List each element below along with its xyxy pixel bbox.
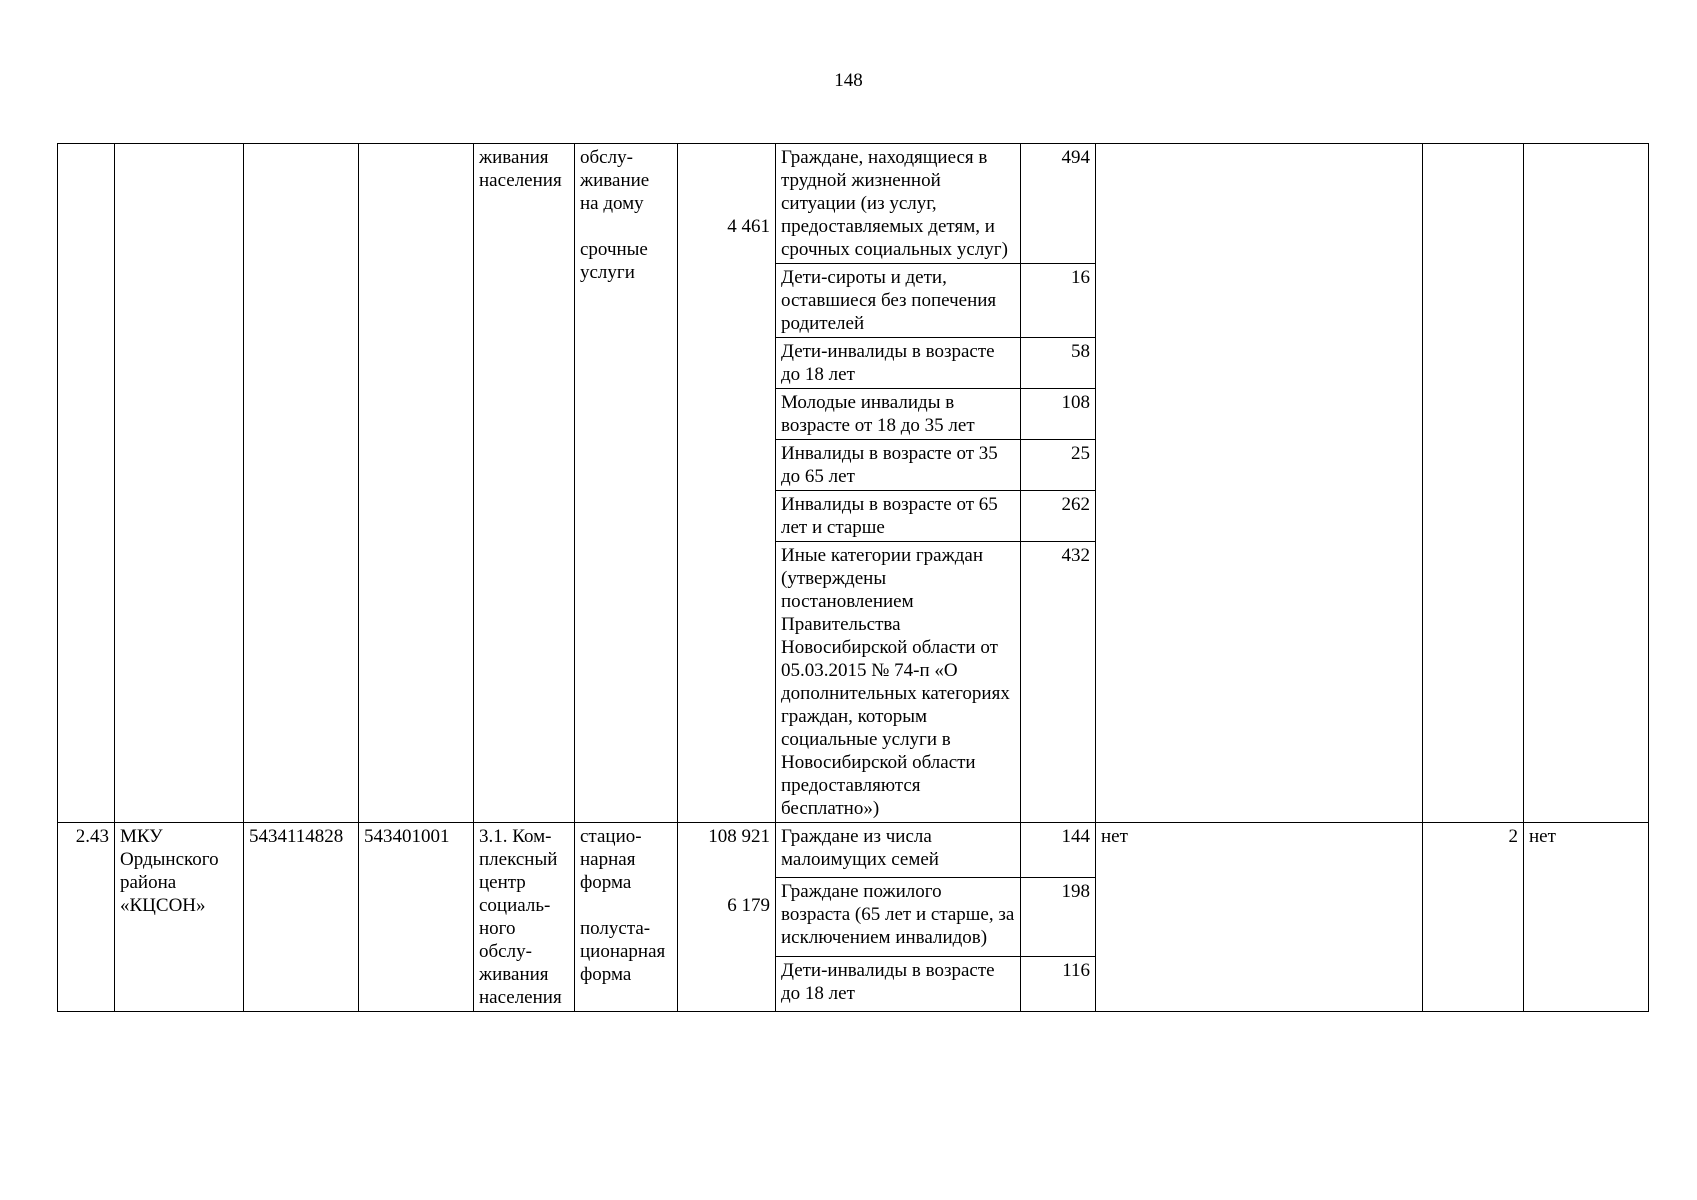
category-name: Инвалиды в возрасте от 65 лет и старше (776, 491, 1021, 542)
category-count: 494 (1021, 144, 1096, 264)
cell-inn-empty (244, 144, 359, 823)
cell-volume (678, 823, 776, 1012)
cell-col-11-empty (1096, 144, 1423, 823)
category-name: Граждане пожилого возраста (65 лет и старше, за исключением инвалидов) (776, 877, 1021, 956)
category-count: 25 (1021, 440, 1096, 491)
category-name: Иные категории граждан (утверждены постановлением Правительства Новосибирской области от 05.03.2015 № 74-п «О дополнительных категориях граждан, которым социальные услуги в Новосибирской области предоставляются бесплатно») (776, 542, 1021, 823)
category-name: Молодые инвалиды в возрасте от 18 до 35 лет (776, 389, 1021, 440)
inn-value: 5434114828 (244, 823, 359, 1012)
volume-value: 4 461 (727, 216, 770, 237)
volume-1: 108 921 (708, 826, 770, 847)
continued-row-1 (58, 144, 1649, 264)
cell-forms (575, 144, 678, 823)
form-1: обслу-живание на дому (580, 147, 650, 214)
cell-org-type: живания населения (474, 144, 575, 823)
cell-col-13-empty (1524, 144, 1649, 823)
cell-volume (678, 144, 776, 823)
col-13-value: нет (1524, 823, 1649, 1012)
cell-kpp-empty (359, 144, 474, 823)
cell-col-12-empty (1423, 144, 1524, 823)
registry-table (57, 143, 1649, 1012)
category-count: 16 (1021, 264, 1096, 338)
kpp-value: 543401001 (359, 823, 474, 1012)
cell-number-empty (58, 144, 115, 823)
col-12-value: 2 (1423, 823, 1524, 1012)
cell-forms (575, 823, 678, 1012)
table-row-2-43 (58, 823, 1649, 878)
form-2: полуста-ционарная форма (580, 918, 666, 985)
org-type: 3.1. Ком-плексный центр социаль-ного обслу-живания населения (474, 823, 575, 1012)
form-1: стацио-нарная форма (580, 826, 642, 893)
row-number: 2.43 (58, 823, 115, 1012)
category-count: 108 (1021, 389, 1096, 440)
category-count: 198 (1021, 877, 1096, 956)
page-number: 148 (834, 70, 863, 91)
category-count: 58 (1021, 338, 1096, 389)
cell-organization-empty (115, 144, 244, 823)
form-2: срочные услуги (580, 239, 648, 283)
category-name: Граждане из числа малоимущих семей (776, 823, 1021, 878)
category-count: 116 (1021, 957, 1096, 1012)
category-name: Дети-инвалиды в возрасте до 18 лет (776, 957, 1021, 1012)
category-name: Граждане, находящиеся в трудной жизненной ситуации (из услуг, предоставляемых детям, и срочных социальных услуг) (776, 144, 1021, 264)
organization-name: МКУ Ордынского района «КЦСОН» (115, 823, 244, 1012)
volume-2: 6 179 (727, 895, 770, 916)
category-count: 432 (1021, 542, 1096, 823)
col-11-value: нет (1096, 823, 1423, 1012)
category-name: Дети-сироты и дети, оставшиеся без попечения родителей (776, 264, 1021, 338)
category-count: 262 (1021, 491, 1096, 542)
category-count: 144 (1021, 823, 1096, 878)
category-name: Дети-инвалиды в возрасте до 18 лет (776, 338, 1021, 389)
category-name: Инвалиды в возрасте от 35 до 65 лет (776, 440, 1021, 491)
